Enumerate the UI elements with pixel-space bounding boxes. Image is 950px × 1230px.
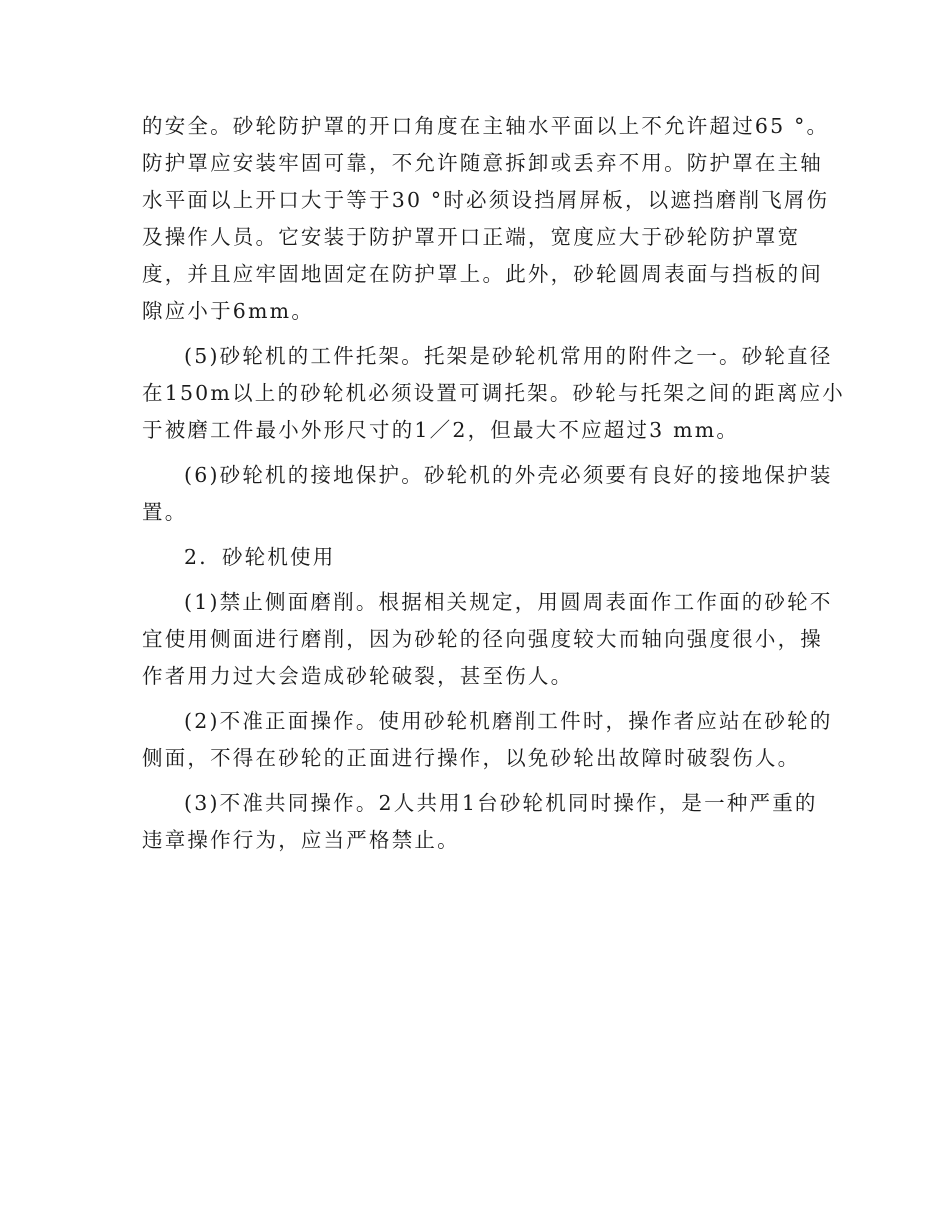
paragraph-gap [142,330,808,338]
no-front-operation-paragraph [142,703,833,777]
text-line: 违章操作行为，应当严格禁止。 [142,828,460,852]
text-line: 隙应小于6mm。 [142,299,315,323]
text-line: 于被磨工件最小外形尺寸的1／2，但最大不应超过3 mm。 [142,418,740,442]
text-line: 防护罩应安装牢固可靠，不允许随意拆卸或丢弃不用。防护罩在主轴 [142,151,823,175]
paragraph-gap [142,695,808,703]
text-line: 宜使用侧面进行磨削，因为砂轮的径向强度较大而轴向强度很小，操 [142,627,823,651]
text-line: 在150m以上的砂轮机必须设置可调托架。砂轮与托架之间的距离应小 [142,381,845,405]
text-line: (6)砂轮机的接地保护。砂轮机的外壳必须要有良好的接地保护装 [184,463,833,487]
work-rest-paragraph [142,338,845,449]
text-line: 的安全。砂轮防护罩的开口角度在主轴水平面以上不允许超过65 °。 [142,114,830,138]
text-line: 度，并且应牢固地固定在防护罩上。此外，砂轮圆周表面与挡板的间 [142,262,823,286]
no-shared-operation-paragraph [142,785,818,859]
text-line: (5)砂轮机的工件托架。托架是砂轮机常用的附件之一。砂轮直径 [184,344,833,368]
section-heading-usage [142,539,808,576]
paragraph-gap [142,576,808,584]
text-line: (3)不准共同操作。2人共用1台砂轮机同时操作，是一种严重的 [184,791,818,815]
document-page [142,108,845,859]
text-line: (2)不准正面操作。使用砂轮机磨削工件时，操作者应站在砂轮的 [184,709,833,733]
no-side-grinding-paragraph [142,584,833,695]
section-heading: 2．砂轮机使用 [184,545,336,569]
paragraph-gap [142,777,808,785]
text-line: 作者用力过大会造成砂轮破裂，甚至伤人。 [142,664,574,688]
text-line: 水平面以上开口大于等于30 °时必须设挡屑屏板，以遮挡磨削飞屑伤 [142,188,830,212]
grounding-paragraph [142,457,833,531]
text-line: (1)禁止侧面磨削。根据相关规定，用圆周表面作工作面的砂轮不 [184,590,833,614]
text-line: 置。 [142,500,188,524]
paragraph-gap [142,449,808,457]
guard-paragraph-continued [142,108,830,330]
text-line: 侧面，不得在砂轮的正面进行操作，以免砂轮出故障时破裂伤人。 [142,746,801,770]
text-line: 及操作人员。它安装于防护罩开口正端，宽度应大于砂轮防护罩宽 [142,225,801,249]
paragraph-gap [142,531,808,539]
